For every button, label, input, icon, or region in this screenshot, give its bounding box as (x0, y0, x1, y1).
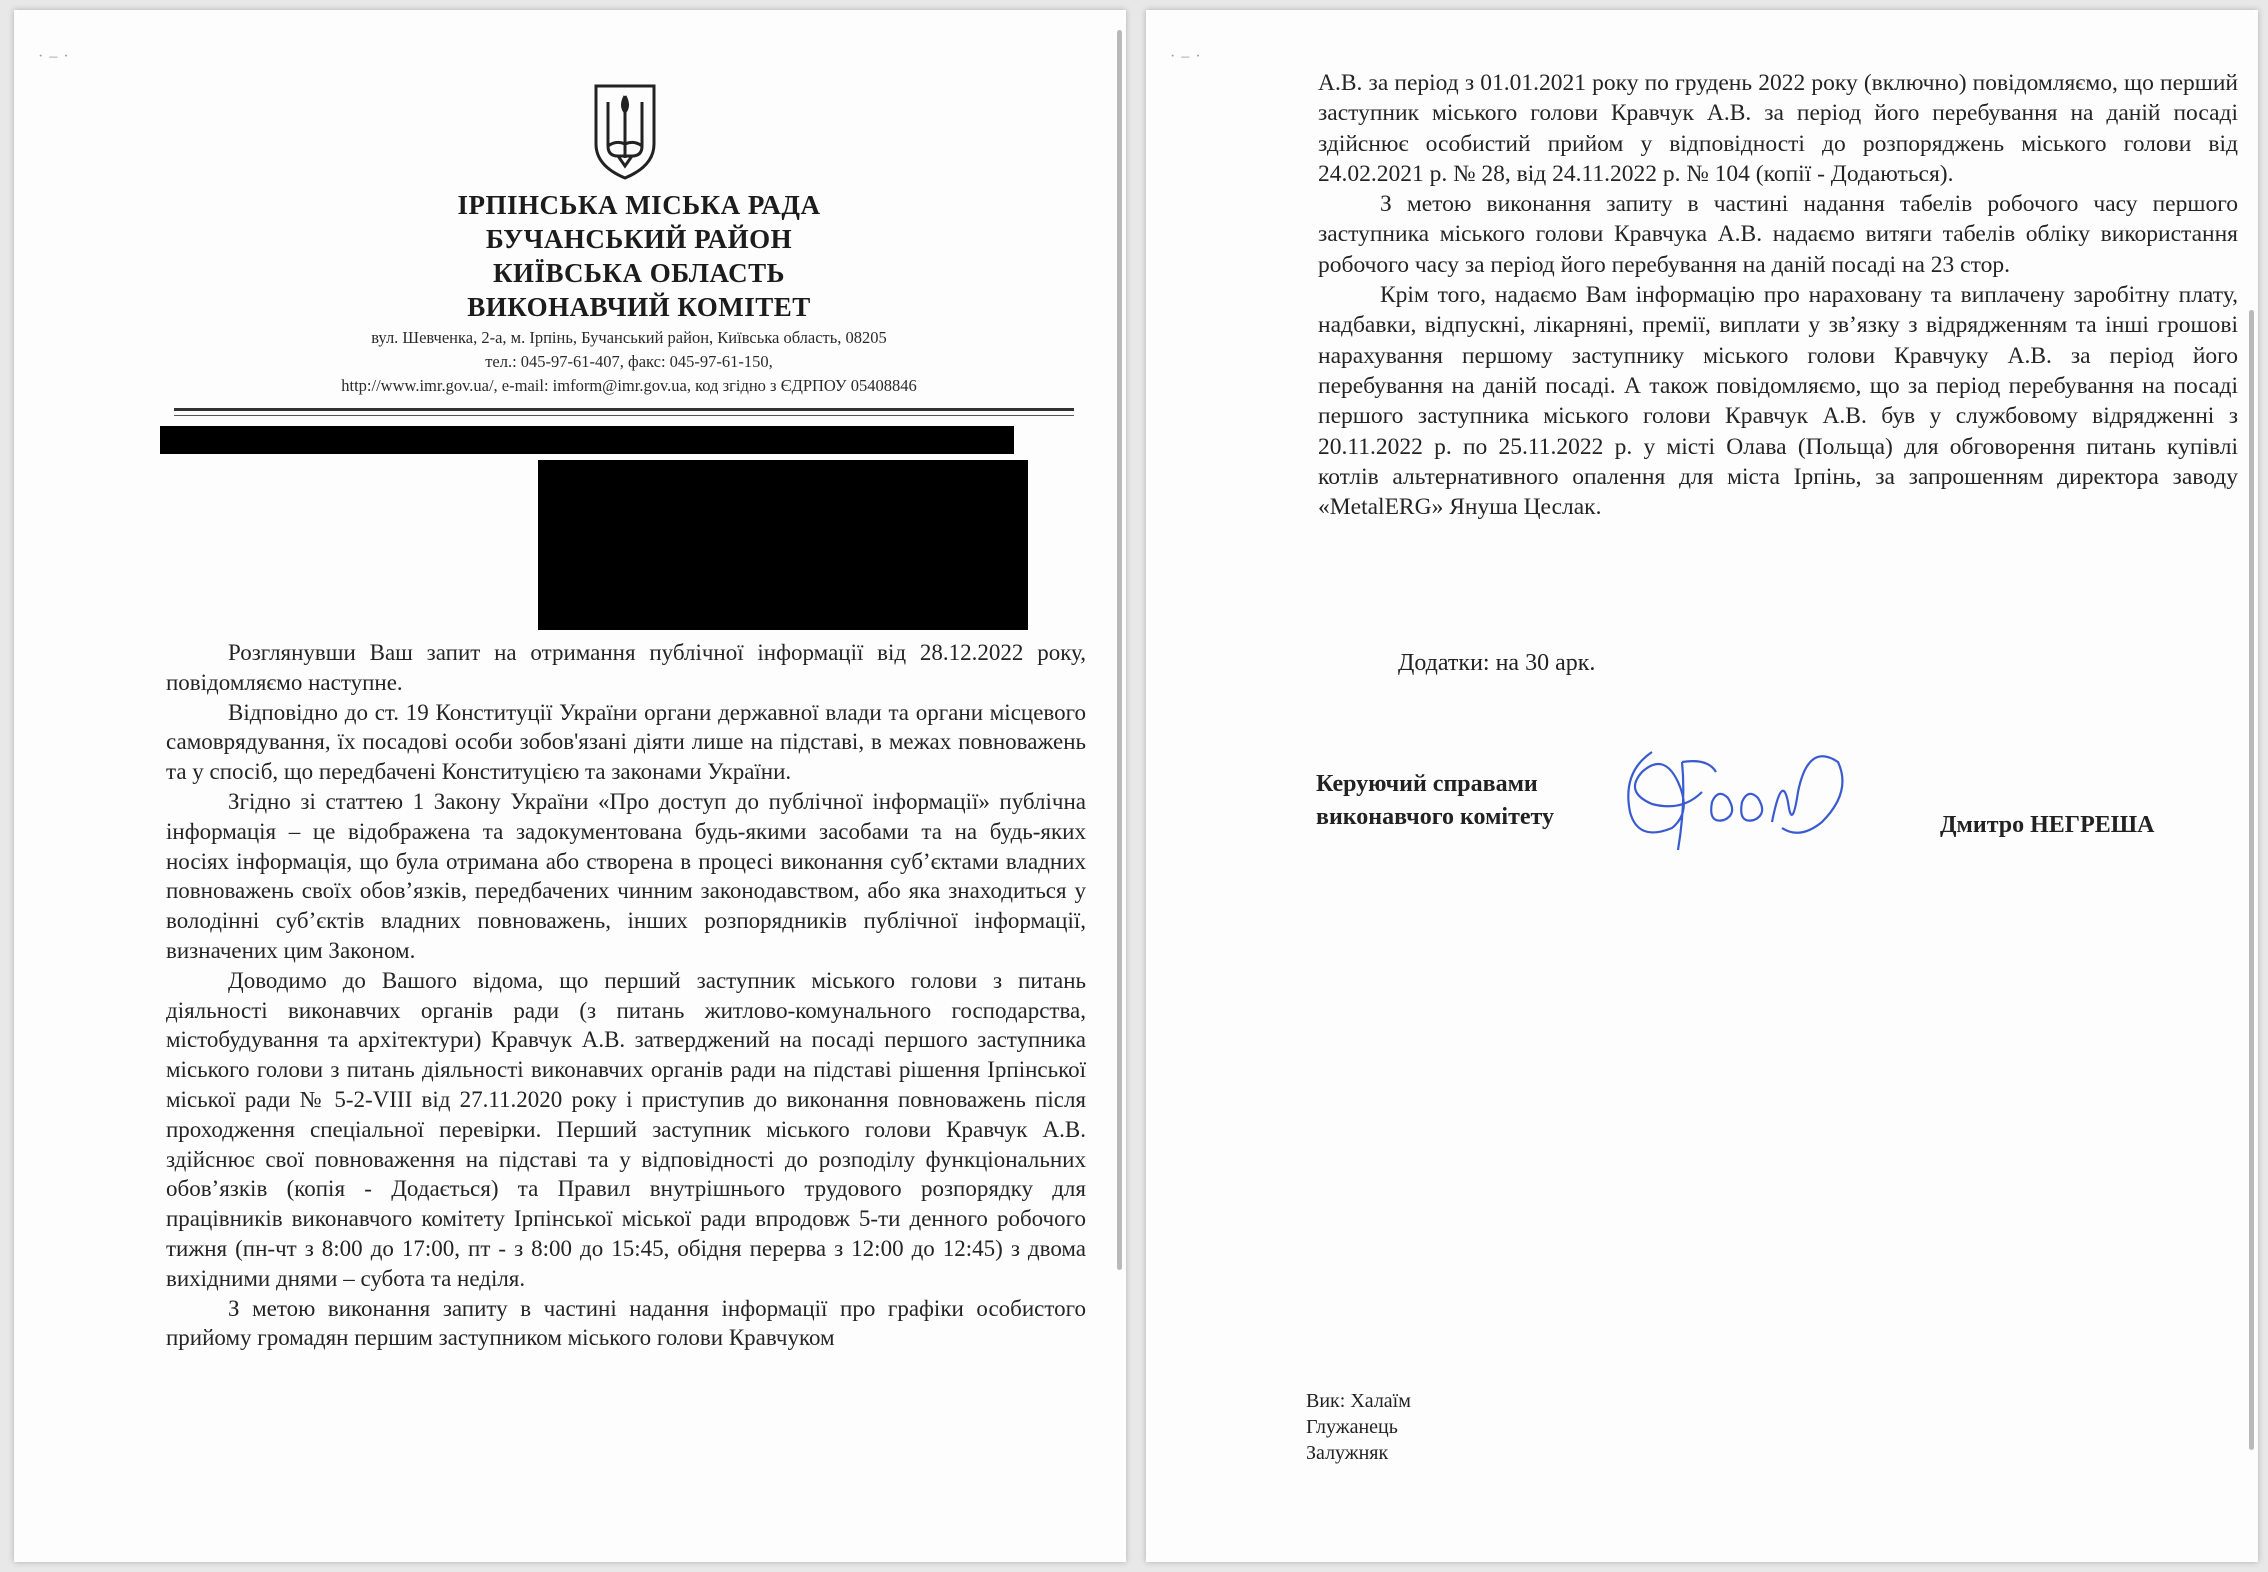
coat-of-arms-icon (590, 82, 660, 180)
paragraph: Розглянувши Ваш запит на отримання публічної інформації від 28.12.2022 року, повідомляємо наступне. (166, 640, 1086, 695)
executor-line: Глужанець (1306, 1416, 1398, 1438)
executor-line: Залужняк (1306, 1442, 1389, 1464)
scan-mark: ·–· (1170, 48, 1207, 65)
signature-icon (1612, 732, 1852, 862)
document-page-2 (1146, 10, 2258, 1562)
redacted-recipient (538, 460, 1028, 630)
header-rule-thin (174, 415, 1074, 416)
paragraph: Крім того, надаємо Вам інформацію про нараховану та виплачену заробітну плату, надбавки, відпускні, лікарняні, премії, виплати у зв’язку з відрядженням та інші грошові нарахування першому заступнику міського голови Кравчуку А.В. за період його перебування на даній посаді. А також повідомляємо, що за період перебування на посаді першого заступника міського голови Кравчук А.В. був у службовому відрядженні з 20.11.2022 р. по 25.11.2022 р. у місті Олава (Польща) для обговорення питань купівлі котлів альтернативного опалення для міста Ірпінь, за запрошенням директора заводу «MetalERG» Януша Цеслак. (1318, 282, 2238, 521)
executor-line: Вик: Халаїм (1306, 1390, 1411, 1412)
committee-name: ВИКОНАВЧИЙ КОМІТЕТ (467, 292, 811, 322)
signer-title-line: виконавчого комітету (1316, 804, 1554, 830)
paragraph: Відповідно до ст. 19 Конституції України органи державної влади та органи місцевого самоврядування, їх посадові особи зобов'язані діяти лише на підставі, в межах повноважень та у спосіб, що передбачені Конституцією та законами України. (166, 699, 1086, 785)
attachments-note: Додатки: на 30 арк. (1398, 650, 1596, 676)
signer-title-line: Керуючий справами (1316, 771, 1538, 797)
paragraph: З метою виконання запиту в частині надання інформації про графіки особистого прийому громадян першим заступником міського голови Кравчуком (166, 1295, 1086, 1351)
org-name: ІРПІНСЬКА МІСЬКА РАДА (457, 190, 821, 220)
region-name: КИЇВСЬКА ОБЛАСТЬ (492, 258, 786, 288)
paragraph: Згідно зі статтею 1 Закону України «Про доступ до публічної інформації» публічна інформація – це відображена та задокументована будь-якими засобами та на будь-яких носіях інформація, що була отримана або створена в процесі виконання суб’єктами владних повноважень своїх обов’язків, передбачених чинним законодавством, або яка знаходиться у володінні суб’єктів владних повноважень, інших розпорядників публічної інформації, визначених цим Законом. (166, 788, 1086, 963)
web-email-line: http://www.imr.gov.ua/, e-mail: imform@imr.gov.ua, код згідно з ЄДРПОУ 05408846 (341, 376, 917, 395)
address-line: вул. Шевченка, 2-а, м. Ірпінь, Бучанський район, Київська область, 08205 (371, 328, 887, 347)
district-name: БУЧАНСЬКИЙ РАЙОН (485, 224, 793, 254)
scan-mark: ·–· (38, 48, 75, 65)
letter-body (166, 638, 1086, 1353)
paragraph: З метою виконання запиту в частині надання табелів робочого часу першого заступника міського голови Кравчука А.В. надаємо витяги табелів обліку використання робочого часу за період його перебування на даній посаді на 23 стор. (1318, 191, 2238, 278)
scrollbar[interactable] (1117, 30, 1122, 1270)
header-rule (174, 408, 1074, 411)
redacted-reference (160, 426, 1014, 454)
letter-body (1318, 68, 2238, 522)
executors-list (1306, 1388, 1411, 1466)
signer-name: Дмитро НЕГРЕША (1940, 812, 2155, 838)
signer-title (1316, 768, 1554, 834)
phone-line: тел.: 045-97-61-407, факс: 045-97-61-150, (485, 352, 773, 371)
paragraph: А.В. за період з 01.01.2021 року по грудень 2022 року (включно) повідомляємо, що перший заступник міського голови Кравчук А.В. за період його перебування на даній посаді здійснює особистий прийом у відповідності до розпоряджень міського голови від 24.02.2021 р. № 28, від 24.11.2022 р. № 104 (копії - Додаються). (1318, 70, 2238, 187)
document-page-1 (14, 10, 1126, 1562)
scrollbar[interactable] (2249, 310, 2254, 1450)
paragraph: Доводимо до Вашого відома, що перший заступник міського голови з питань діяльності виконавчих органів ради (з питань житлово-комунального господарства, містобудування та архітектури) Кравчук А.В. затверджений на посаді першого заступника міського голови з питань діяльності виконавчих органів ради на підставі рішення Ірпінської міської ради № 5-2-VIII від 27.11.2020 року і приступив до виконання повноважень після проходження спеціальної перевірки. Перший заступник міського голови Кравчук А.В. здійснює свої повноваження на підставі та у відповідності до розподілу функціональних обов’язків (копія - Додається) та Правил внутрішнього трудового розпорядку для працівників виконавчого комітету Ірпінської міської ради впродовж 5-ти денного робочого тижня (пн-чт з 8:00 до 17:00, пт - з 8:00 до 15:45, обідня перерва з 12:00 до 12:45) з двома вихідними днями – субота та неділя. (166, 967, 1086, 1291)
